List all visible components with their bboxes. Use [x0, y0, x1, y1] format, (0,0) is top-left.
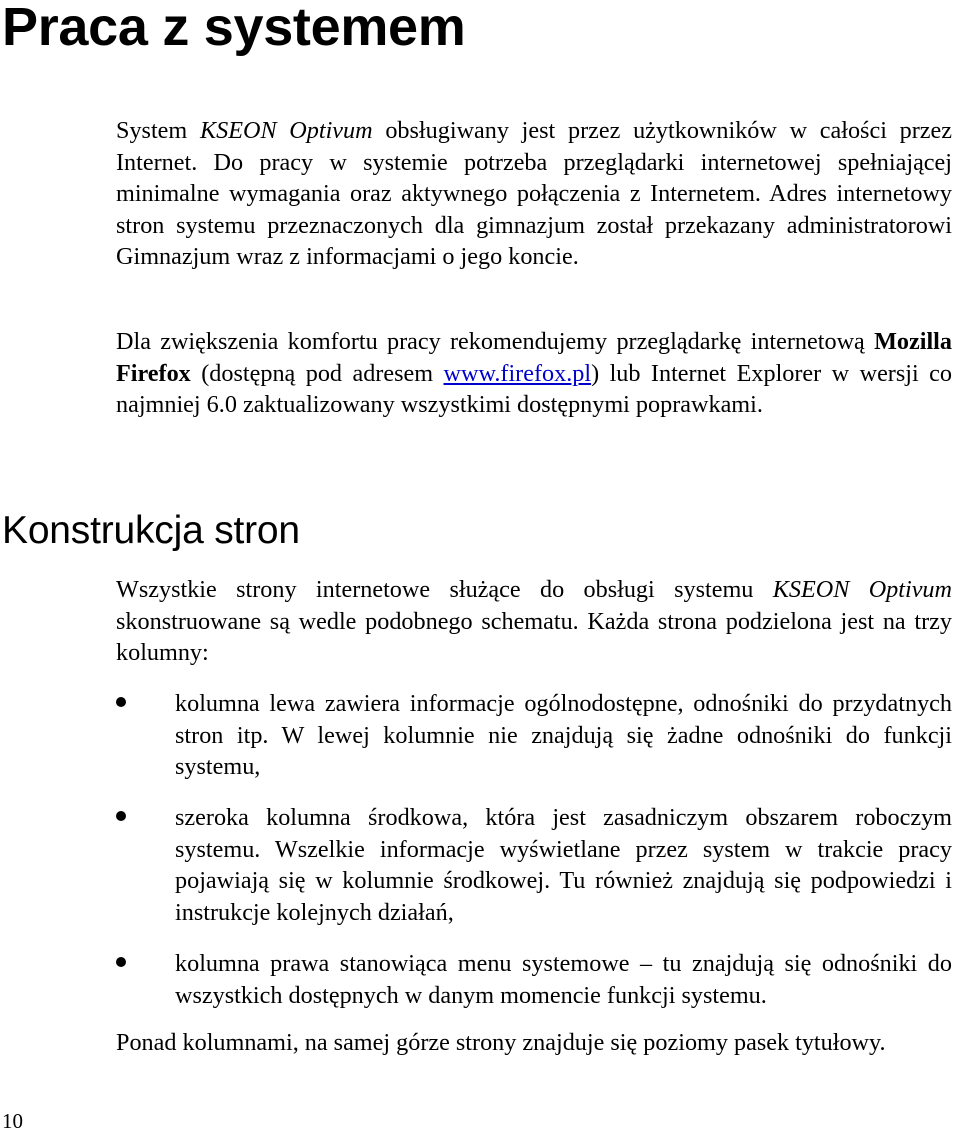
- list-item-text: szeroka kolumna środkowa, która jest zasadniczym obszarem roboczym systemu. Wszelkie informacje wyświetlane przez system w trakcie pracy pojawiają się w kolumnie środkowej. Tu również znajdują się podpowiedzi i instrukcje kolejnych działań,: [175, 804, 952, 926]
- paragraph-intro-post: obsługiwany jest przez użytkowników w całości przez Internet. Do pracy w systemie potrzeba przeglądarki internetowej spełniającej minimalne wymagania oraz aktywnego połączenia z Internetem. Adres internetowy stron systemu przeznaczonych dla gimnazjum został przekazany administratorowi Gimnazjum wraz z informacjami o jego koncie.: [116, 117, 953, 270]
- list-item-text: kolumna lewa zawiera informacje ogólnodostępne, odnośniki do przydatnych stron itp. W lewej kolumnie nie znajdują się żadne odnośniki do funkcji systemu,: [175, 690, 952, 780]
- brand-name: KSEON Optivum: [199, 117, 373, 144]
- paragraph-browser-mid: (dostępną pod adresem: [190, 359, 444, 387]
- page-number: 10: [2, 1109, 23, 1133]
- paragraph-title-bar: Ponad kolumnami, na samej górze strony znajduje się poziomy pasek tytułowy.: [116, 1029, 886, 1056]
- bullet-icon: [116, 697, 126, 707]
- section-title-praca: Praca z systemem: [2, 0, 466, 57]
- paragraph-structure-post: skonstruowane są wedle podobnego schematu. Każda strona podzielona jest na trzy kolumny:: [116, 607, 952, 666]
- brand-name: KSEON Optivum: [772, 576, 952, 603]
- section-title-konstrukcja: Konstrukcja stron: [2, 509, 300, 552]
- bullet-icon: [116, 811, 126, 821]
- firefox-link[interactable]: www.firefox.pl: [443, 359, 592, 387]
- paragraph-structure-pre: Wszystkie strony internetowe służące do obsługi systemu: [116, 576, 773, 603]
- browser-name: Mozilla Firefox: [116, 328, 952, 387]
- bullet-icon: [116, 957, 126, 967]
- paragraph-structure: [116, 574, 952, 669]
- list-item-text: kolumna prawa stanowiąca menu systemowe – tu znajdują się odnośniki do wszystkich dostępnych w danym momencie funkcji systemu.: [175, 950, 952, 1009]
- paragraph-browser-pre: Dla zwiększenia komfortu pracy rekomendujemy przeglądarkę internetową: [116, 328, 875, 355]
- paragraph-browser-post: ) lub Internet Explorer w wersji co najmniej 6.0 zaktualizowany wszystkimi dostępnymi poprawkami.: [116, 359, 952, 418]
- paragraph-intro-pre: System: [116, 117, 200, 144]
- paragraph-browser: [116, 326, 952, 421]
- paragraph-intro: [116, 115, 952, 273]
